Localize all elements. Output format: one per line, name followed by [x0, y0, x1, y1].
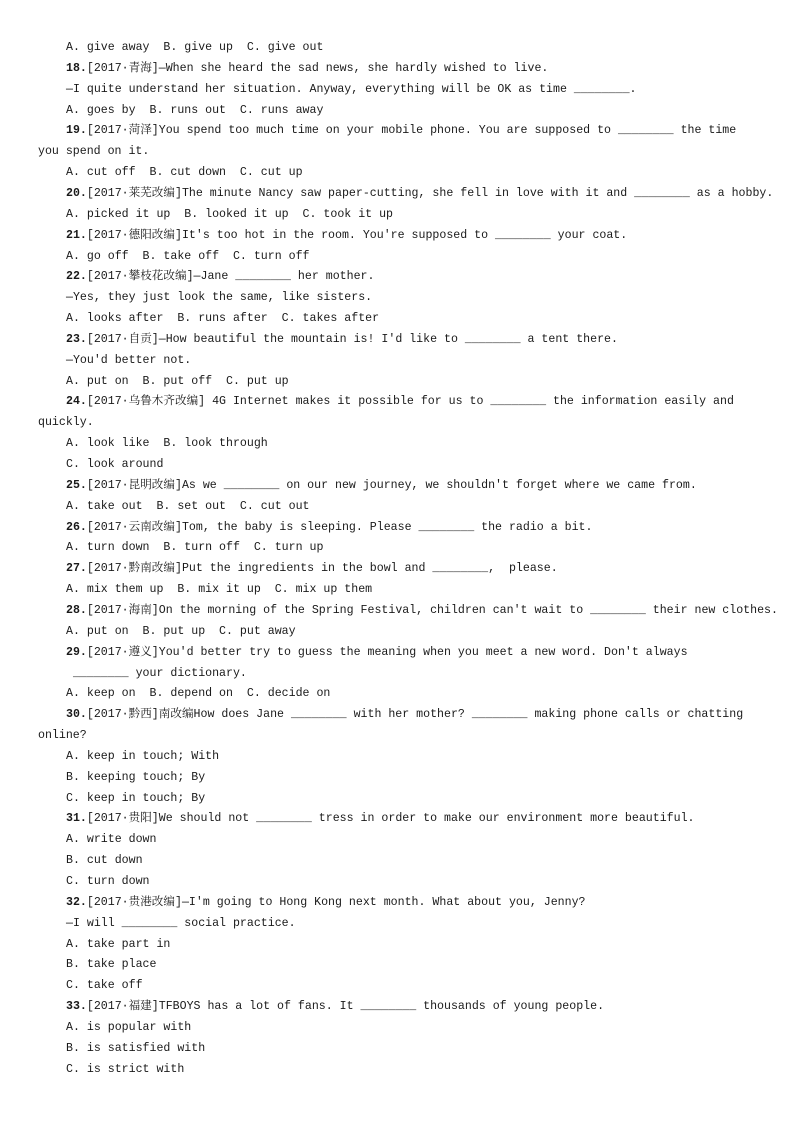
question-text: [2017·遵义]You'd better try to guess the meaning when you meet a new word. Don't always: [86, 645, 688, 659]
question-line: [38, 646, 758, 660]
answer-options: A. keep in touch; With: [66, 749, 220, 763]
question-number: 28.: [66, 603, 87, 617]
question-number: 33.: [66, 1000, 87, 1014]
question-text: [2017·乌鲁木齐改编] 4G Internet makes it possible for us to ________ the information easily and: [86, 395, 734, 409]
answer-options: A. picked it up B. looked it up C. took it up: [66, 207, 393, 221]
question-number: 18.: [66, 61, 87, 75]
question-number: 25.: [66, 478, 87, 492]
answer-options: A. turn down B. turn off C. turn up: [66, 541, 324, 555]
answer-options: A. keep on B. depend on C. decide on: [66, 687, 331, 701]
answer-options: B. keeping touch; By: [66, 770, 206, 784]
answer-options: A. goes by B. runs out C. runs away: [66, 103, 324, 117]
answer-options: C. turn down: [66, 875, 150, 888]
question-text: [2017·黔南改编]Put the ingredients in the bowl and ________, please.: [86, 562, 558, 576]
question-continuation: you spend on it.: [38, 145, 150, 159]
question-line: [38, 333, 758, 347]
question-number: 29.: [66, 645, 87, 659]
question-line: [38, 562, 758, 576]
answer-options: A. take part in: [66, 937, 171, 951]
answer-options: A. go off B. take off C. turn off: [66, 249, 310, 263]
question-line: [38, 1000, 758, 1014]
answer-options: C. is strict with: [66, 1062, 185, 1076]
question-number: 19.: [66, 124, 87, 138]
answer-options: A. looks after B. runs after C. takes after: [66, 312, 380, 326]
question-number: 27.: [66, 562, 87, 576]
dialogue-line: —I quite understand her situation. Anyway, everything will be OK as time ________.: [66, 82, 637, 96]
answer-options: A. look like B. look through: [66, 437, 268, 451]
answer-options: C. keep in touch; By: [66, 791, 206, 805]
question-line: [38, 270, 758, 284]
question-number: 31.: [66, 812, 87, 826]
answer-options: A. put on B. put up C. put away: [66, 624, 296, 638]
dialogue-line: —Yes, they just look the same, like sisters.: [66, 291, 373, 305]
dialogue-line: —You'd better not.: [66, 353, 192, 367]
question-text: [2017·德阳改编]It's too hot in the room. You're supposed to ________ your coat.: [86, 228, 628, 242]
question-line: [38, 708, 758, 722]
question-number: 32.: [66, 895, 87, 909]
question-text: [2017·贵阳]We should not ________ tress in order to make our environment more beautiful.: [86, 812, 695, 826]
question-number: 30.: [66, 708, 87, 722]
answer-options: A. cut off B. cut down C. cut up: [66, 166, 303, 180]
question-text: [2017·贵港改编]—I'm going to Hong Kong next month. What about you, Jenny?: [86, 895, 586, 909]
question-text: [2017·青海]—When she heard the sad news, she hardly wished to live.: [86, 61, 549, 75]
answer-options: B. cut down: [66, 854, 143, 868]
question-text: [2017·自贡]—How beautiful the mountain is! I'd like to ________ a tent there.: [86, 332, 618, 346]
dialogue-line: ________ your dictionary.: [66, 666, 247, 680]
answer-options: B. take place: [66, 958, 157, 972]
question-number: 21.: [66, 228, 87, 242]
question-text: [2017·菏泽]You spend too much time on your mobile phone. You are supposed to ________ the time: [86, 124, 737, 138]
answer-options: C. look around: [66, 458, 164, 471]
question-line: [38, 229, 758, 243]
answer-options: A. give away B. give up C. give out: [66, 41, 324, 54]
answer-options: A. is popular with: [66, 1020, 192, 1034]
question-number: 23.: [66, 332, 87, 346]
question-continuation: quickly.: [38, 416, 94, 430]
question-continuation: online?: [38, 729, 87, 743]
answer-options: A. write down: [66, 833, 157, 847]
question-text: [2017·昆明改编]As we ________ on our new journey, we shouldn't forget where we came from.: [86, 478, 697, 492]
answer-options: B. is satisfied with: [66, 1041, 206, 1055]
question-number: 24.: [66, 395, 87, 409]
question-line: [38, 62, 758, 76]
question-number: 26.: [66, 520, 87, 534]
question-text: [2017·云南改编]Tom, the baby is sleeping. Please ________ the radio a bit.: [86, 520, 593, 534]
question-number: 20.: [66, 186, 87, 200]
question-text: [2017·福建]TFBOYS has a lot of fans. It ________ thousands of young people.: [86, 1000, 605, 1014]
question-line: [38, 521, 758, 535]
question-line: [38, 896, 758, 910]
question-line: [38, 124, 758, 138]
question-line: [38, 479, 758, 493]
dialogue-line: —I will ________ social practice.: [66, 916, 296, 930]
question-text: [2017·攀枝花改编]—Jane ________ her mother.: [86, 270, 375, 284]
question-line: [38, 603, 778, 618]
question-text: [2017·黔西]南改编How does Jane ________ with her mother? ________ making phone calls or chatting: [86, 708, 744, 722]
answer-options: A. take out B. set out C. cut out: [66, 499, 310, 513]
answer-options: A. mix them up B. mix it up C. mix up them: [66, 583, 373, 597]
answer-options: A. put on B. put off C. put up: [66, 374, 289, 388]
question-text: [2017·海南]On the morning of the Spring Festival, children can't wait to ________ their new clothes.: [86, 603, 778, 617]
question-line: [38, 812, 758, 826]
question-number: 22.: [66, 270, 87, 284]
question-line: [38, 395, 758, 409]
answer-options: C. take off: [66, 979, 143, 993]
question-text: [2017·莱芜改编]The minute Nancy saw paper-cutting, she fell in love with it and ________ as a hobby.: [86, 186, 774, 200]
question-line: [38, 186, 774, 201]
